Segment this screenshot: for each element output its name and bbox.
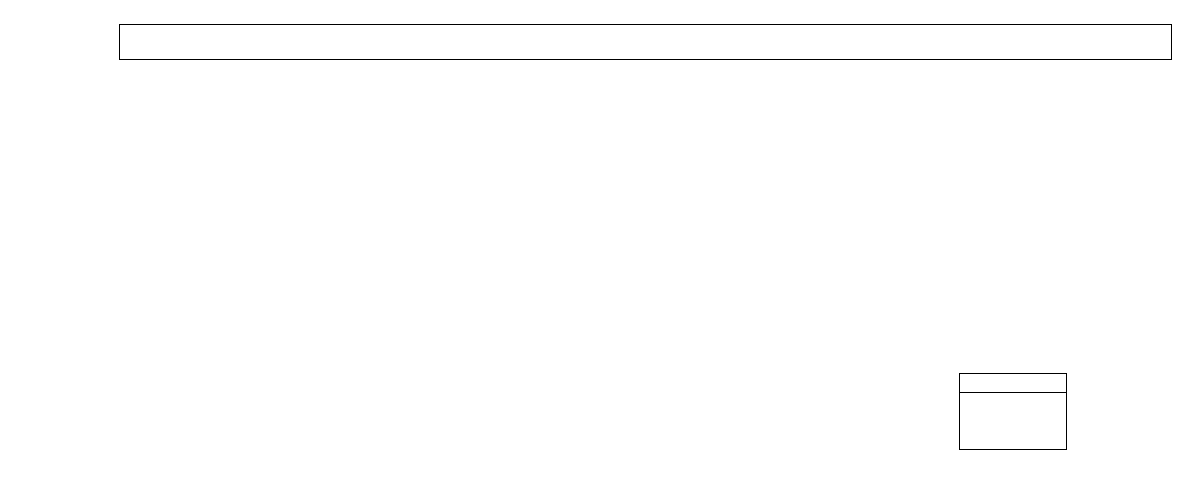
legend-title [960,374,1066,393]
page-title [119,24,1172,60]
legend [959,373,1067,450]
